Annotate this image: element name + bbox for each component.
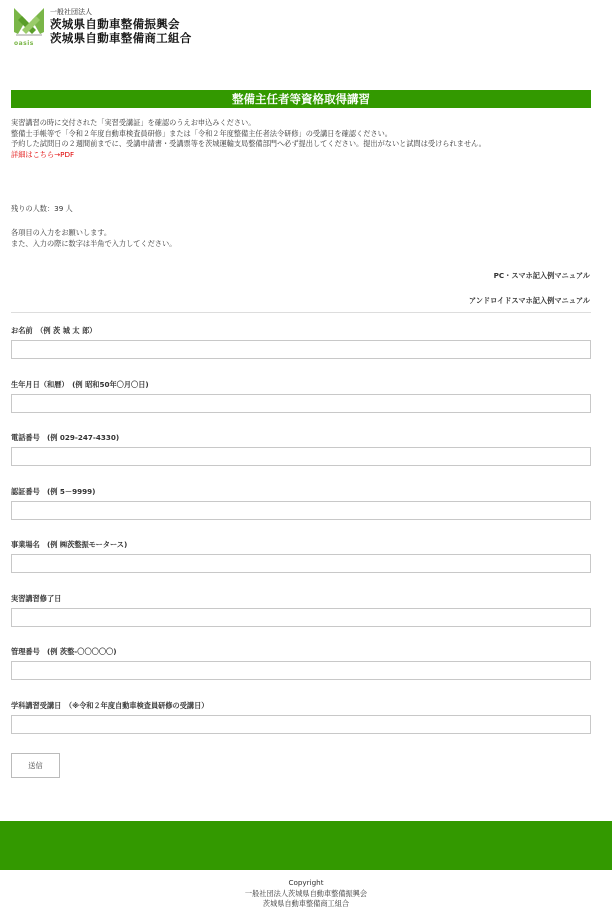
- form-field-birthdate: [11, 380, 591, 390]
- divider: [11, 312, 591, 313]
- intro-line-2: 整備士手帳等で「令和２年度自動車検査員研修」または「令和２年度整備主任者法令研修」の受講日を確認ください。: [11, 128, 392, 138]
- org-type-label: 一般社団法人: [50, 8, 92, 16]
- remaining-count: 残りの人数：39 人: [11, 204, 73, 213]
- form-field-management-no: [11, 647, 591, 657]
- name-label: お名前 （例 茨 城 太 郎）: [11, 326, 97, 335]
- certification-input[interactable]: [11, 501, 591, 520]
- business-input[interactable]: [11, 554, 591, 573]
- phone-input[interactable]: [11, 447, 591, 466]
- org-name-2: 茨城県自動車整備商工組合: [50, 31, 192, 45]
- logo-wordmark: oasis: [14, 40, 34, 47]
- lecture-date-input[interactable]: [11, 715, 591, 734]
- name-input[interactable]: [11, 340, 591, 359]
- page-title: 整備主任者等資格取得講習: [11, 90, 591, 108]
- certification-label: 認証番号 (例 5－9999): [11, 487, 96, 496]
- form-field-lecture-date: [11, 701, 591, 711]
- practical-date-label: 実習講習修了日: [11, 594, 62, 603]
- management-no-label: 管理番号 (例 茨整-〇〇〇〇〇): [11, 647, 117, 656]
- intro-text: [11, 118, 601, 160]
- pdf-details-link[interactable]: 詳細はこちら→PDF: [11, 149, 75, 159]
- note-line-1: 各項目の入力をお願いします。: [11, 228, 112, 237]
- lecture-date-label: 学科講習受講日 （※令和２年度自動車検査員研修の受講日）: [11, 701, 209, 710]
- footer-copyright: Copyright: [288, 878, 324, 887]
- submit-button[interactable]: 送信: [11, 753, 60, 778]
- footer-band: [0, 821, 612, 870]
- form-field-name: [11, 326, 591, 336]
- input-note: [11, 228, 176, 250]
- intro-line-3: 予約した試問日の２週間前までに、受講申請書・受講票等を茨城運輸支局整備部門へ必ず提出してください。提出がないと試問は受けられません。: [11, 139, 486, 149]
- birthdate-input[interactable]: [11, 394, 591, 413]
- pc-manual-link[interactable]: PC・スマホ記入例マニュアル: [493, 271, 590, 280]
- form-field-certification: [11, 487, 591, 497]
- note-line-2: また、入力の際に数字は半角で入力してください。: [11, 238, 177, 248]
- footer-org-1: 一般社団法人茨城県自動車整備振興会: [244, 888, 368, 898]
- org-name-1: 茨城県自動車整備振興会: [50, 17, 180, 31]
- footer-org-2: 茨城県自動車整備商工組合: [262, 899, 350, 908]
- phone-label: 電話番号 (例 029-247-4330): [11, 433, 120, 442]
- form-field-practical-date: [11, 594, 591, 604]
- footer: [0, 878, 612, 910]
- form-field-phone: [11, 433, 591, 443]
- form-field-business: [11, 540, 591, 550]
- business-label: 事業場名 (例 ㈱茨整振モータース): [11, 540, 128, 549]
- android-manual-link[interactable]: アンドロイドスマホ記入例マニュアル: [468, 296, 590, 305]
- intro-line-1: 実習講習の時に交付された「実習受講証」を確認のうえお申込みください。: [11, 118, 256, 127]
- site-header: [12, 6, 312, 46]
- birthdate-label: 生年月日（和暦） (例 昭和50年〇月〇日): [11, 380, 149, 389]
- practical-date-input[interactable]: [11, 608, 591, 627]
- management-no-input[interactable]: [11, 661, 591, 680]
